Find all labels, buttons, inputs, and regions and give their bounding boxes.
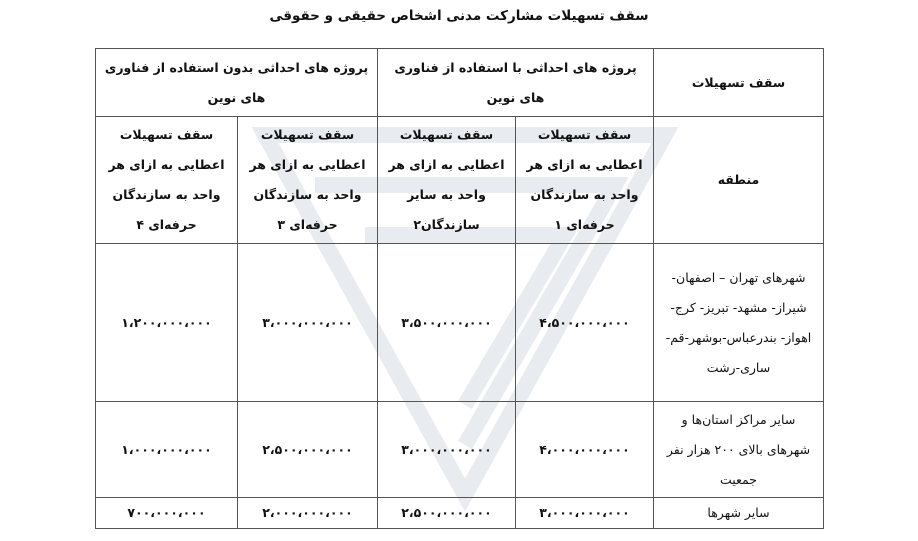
table-header-row-columns [96,117,824,244]
value-cell: ۳،۰۰۰،۰۰۰،۰۰۰ [401,441,492,457]
table-row [96,402,824,498]
table-row [96,244,824,402]
value-cell: ۲،۰۰۰،۰۰۰،۰۰۰ [262,505,353,520]
value-cell: ۷۰۰،۰۰۰،۰۰۰ [127,505,206,520]
region-cell: سایر مراکز استان‌ها و شهرهای بالای ۲۰۰ هزار نفر جمعیت [654,402,824,498]
group-header-with-new-tech: پروژه های احداثی با استفاده از فناوری های نوین [378,49,654,117]
table-row [96,498,824,529]
value-cell: ۴،۰۰۰،۰۰۰،۰۰۰ [539,441,630,457]
value-cell: ۳،۰۰۰،۰۰۰،۰۰۰ [262,314,353,330]
group-header-without-new-tech: پروژه های احداثی بدون استفاده از فناوری های نوین [96,49,378,117]
region-cell: شهرهای تهران – اصفهان-شیراز- مشهد- تبریز- کرج-اهواز- بندرعباس-بوشهر-قم- ساری-رشت [654,244,824,402]
value-cell: ۴،۵۰۰،۰۰۰،۰۰۰ [539,314,630,330]
column-header-3: سقف تسهیلات اعطایی به ازای هر واحد به سازندگان حرفه‌ای ۳ [238,117,378,244]
column-header-1: سقف تسهیلات اعطایی به ازای هر واحد به سازندگان حرفه‌ای ۱ [516,117,654,244]
table-header-row-groups [96,49,824,117]
value-cell: ۱،۰۰۰،۰۰۰،۰۰۰ [121,441,212,457]
value-cell: ۲،۵۰۰،۰۰۰،۰۰۰ [262,441,353,457]
value-cell: ۲،۵۰۰،۰۰۰،۰۰۰ [401,505,492,520]
facility-cap-table [95,48,824,529]
region-cell: سایر شهرها [654,498,824,529]
value-cell: ۳،۵۰۰،۰۰۰،۰۰۰ [401,314,492,330]
column-header-2: سقف تسهیلات اعطایی به ازای هر واحد به سایر سازندگان۲ [378,117,516,244]
column-header-4: سقف تسهیلات اعطایی به ازای هر واحد به سازندگان حرفه‌ای ۴ [96,117,238,244]
page-title: سقف تسهیلات مشارکت مدنی اشخاص حقیقی و حقوقی [269,8,649,24]
value-cell: ۱،۲۰۰،۰۰۰،۰۰۰ [121,314,212,330]
corner-header-region: منطقه [654,117,824,244]
value-cell: ۳،۰۰۰،۰۰۰،۰۰۰ [539,505,630,520]
corner-header-cap: سقف تسهیلات [654,49,824,117]
